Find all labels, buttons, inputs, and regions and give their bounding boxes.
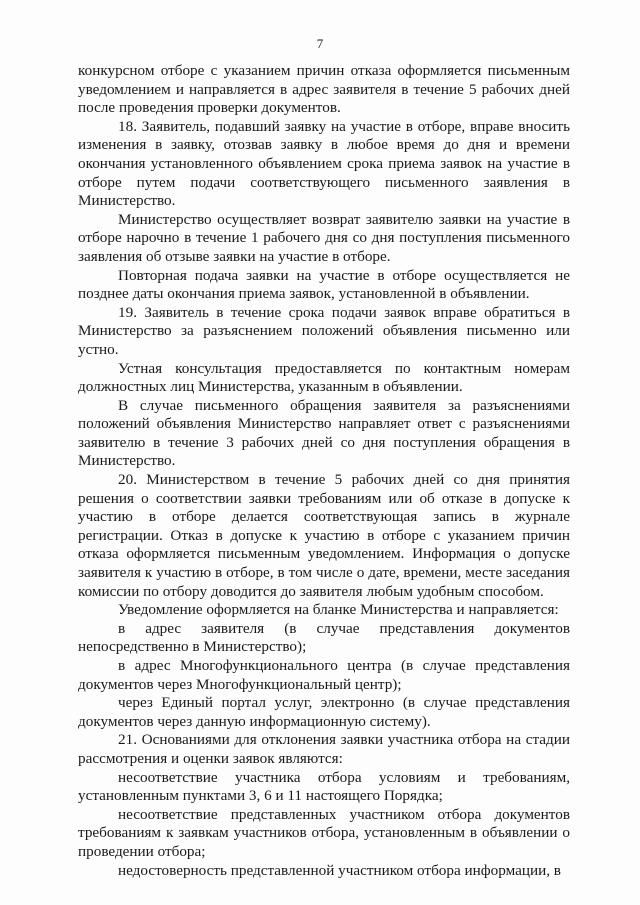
- paragraph: несоответствие участника отбора условиям и требованиям, установленным пунктами 3, 6 и 11 настоящего Порядка;: [78, 768, 570, 805]
- paragraph: 20. Министерством в течение 5 рабочих дней со дня принятия решения о соответствии заявки требованиям или об отказе в допуске к участию в отборе делается соответствующая запись в журнале регистрации. Отказ в допуске к участию в отборе с указанием причин отказа оформляется письменным уведомлением. Информация о допуске заявителя к участию в отборе, в том числе о дате, времени, месте заседания комиссии по отбору доводится до заявителя любым удобным способом.: [78, 471, 570, 600]
- paragraph: Уведомление оформляется на бланке Министерства и направляется:: [118, 601, 559, 619]
- paragraph: в адрес Многофункционального центра (в случае представления документов через Многофункциональный центр);: [78, 657, 570, 693]
- paragraph: 18. Заявитель, подавший заявку на участие в отборе, вправе вносить изменения в заявку, отозвав заявку в любое время до дня и времени окончания установленного объявлением срока приема заявок на участие в отборе путем подачи соответствующего письменного заявления в Министерство.: [78, 117, 570, 210]
- document-body: [78, 62, 570, 880]
- page-number: 7: [316, 36, 324, 51]
- paragraph: конкурсном отборе с указанием причин отказа оформляется письменным уведомлением и направляется в адрес заявителя в течение 5 рабочих дней после проведения проверки документов.: [78, 62, 570, 117]
- paragraph: через Единый портал услуг, электронно (в случае представления документов через данную информационную систему).: [78, 694, 570, 730]
- paragraph: в адрес заявителя (в случае представления документов непосредственно в Министерство);: [78, 619, 570, 656]
- paragraph: несоответствие представленных участником отбора документов требованиям к заявкам участников отбора, установленным в объявлении о проведении отбора;: [78, 805, 570, 860]
- paragraph: Министерство осуществляет возврат заявителю заявки на участие в отборе нарочно в течение 1 рабочего дня со дня поступления письменного заявления об отзыве заявки на участие в отборе.: [78, 210, 570, 265]
- paragraph: 19. Заявитель в течение срока подачи заявок вправе обратиться в Министерство за разъяснением положений объявления письменно или устно.: [78, 303, 570, 358]
- paragraph: В случае письменного обращения заявителя за разъяснениями положений объявления Министерство направляет ответ с разъяснениями заявителю в течение 3 рабочих дней со дня поступления обращения в Министерство.: [78, 396, 570, 470]
- paragraph: 21. Основаниями для отклонения заявки участника отбора на стадии рассмотрения и оценки заявок являются:: [78, 731, 570, 767]
- paragraph: Устная консультация предоставляется по контактным номерам должностных лиц Министерства, указанным в объявлении.: [78, 359, 570, 396]
- paragraph: недостоверность представленной участником отбора информации, в: [118, 861, 561, 879]
- paragraph: Повторная подача заявки на участие в отборе осуществляется не позднее даты окончания приема заявок, установленной в объявлении.: [78, 266, 570, 303]
